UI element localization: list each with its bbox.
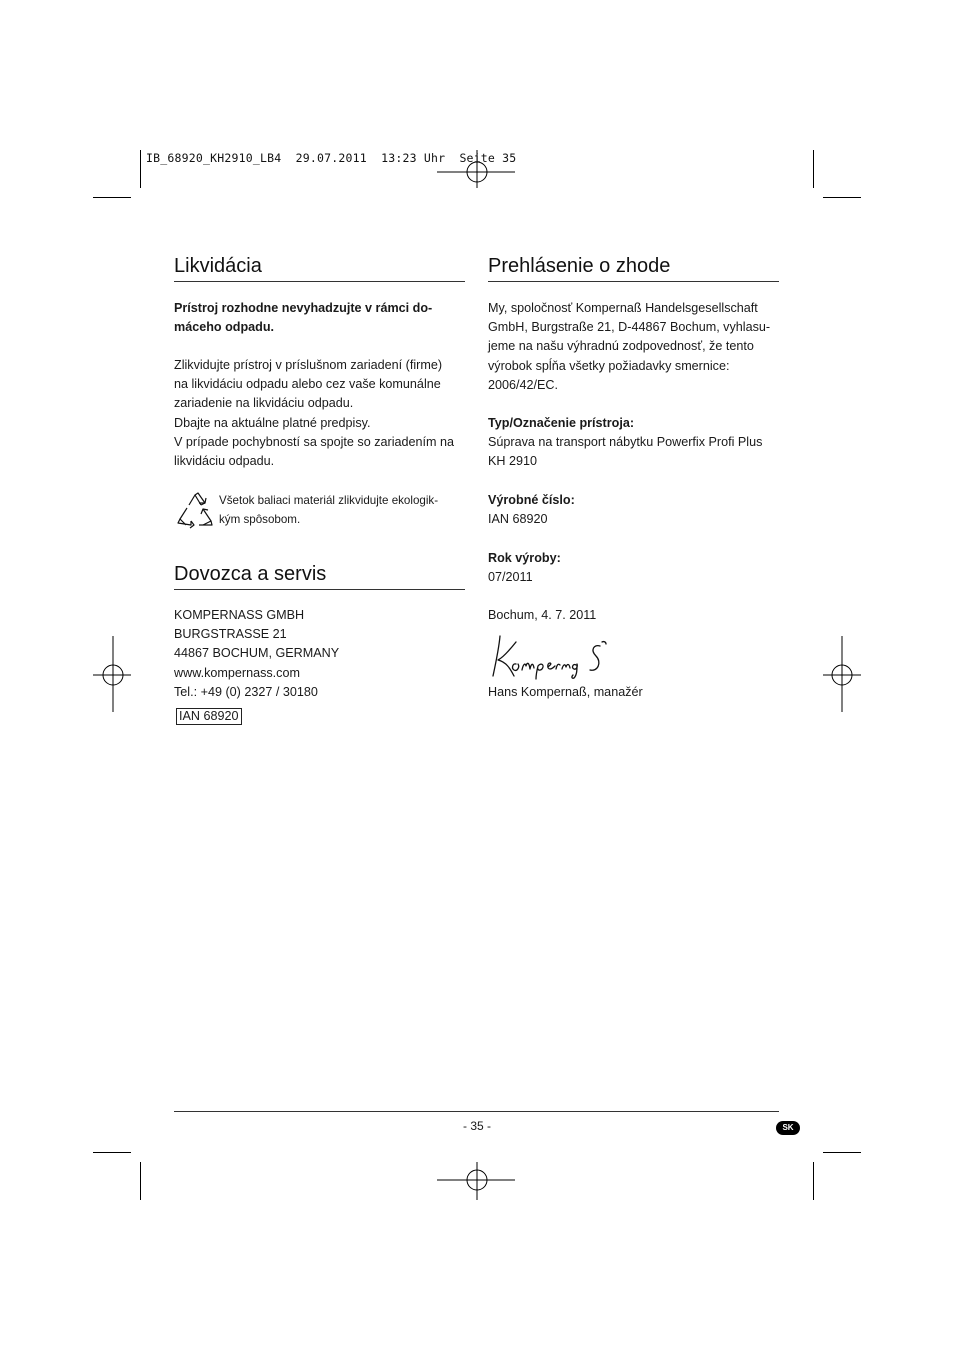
declaration-paragraph <box>488 299 783 395</box>
signatory: Hans Kompernaß, manažér <box>488 685 643 699</box>
disposal-title: Likvidácia <box>174 255 262 277</box>
phone-line: Tel.: +49 (0) 2327 / 30180 <box>174 684 318 699</box>
service-title-rule <box>174 589 465 590</box>
disposal-line: na likvidáciu odpadu alebo cez vaše komunálne <box>174 377 441 392</box>
declaration-title-rule <box>488 281 779 282</box>
address-line: KOMPERNASS GMBH <box>174 608 305 622</box>
serial-value: IAN 68920 <box>488 512 548 527</box>
page-number: - 35 - <box>462 1119 491 1133</box>
serial-block <box>488 491 783 529</box>
type-value: KH 2910 <box>488 454 538 469</box>
declaration-line: GmbH, Burgstraße 21, D-44867 Bochum, vyhlasu- <box>488 320 771 335</box>
year-label: Rok výroby: <box>488 551 561 565</box>
service-address <box>174 606 469 702</box>
disposal-line: zariadenie na likvidáciu odpadu. <box>174 396 354 411</box>
recycle-icon <box>175 491 215 529</box>
disposal-bold-line: Prístroj rozhodne nevyhadzujte v rámci do- <box>174 301 433 315</box>
disposal-line: Dbajte na aktuálne platné predpisy. <box>174 415 371 430</box>
type-value: Súprava na transport nábytku Powerfix Profi Plus <box>488 435 763 450</box>
disposal-paragraph <box>174 356 469 471</box>
print-slug: IB_68920_KH2910_LB4 29.07.2011 13:23 Uhr Seite 35 <box>146 151 517 165</box>
signature <box>486 632 618 680</box>
ian-box: IAN 68920 <box>176 708 242 725</box>
disposal-line: likvidáciu odpadu. <box>174 454 275 469</box>
declaration-line: výrobok spĺňa všetky požiadavky smernice: <box>488 358 730 373</box>
address-line: 44867 BOCHUM, GERMANY <box>174 646 340 661</box>
disposal-line: Zlikvidujte prístroj v príslušnom zariadení (firme) <box>174 358 443 372</box>
disposal-line: V prípade pochybností sa spojte so zariadením na <box>174 434 455 449</box>
recycle-note-line: Všetok baliaci materiál zlikvidujte ekologik- <box>219 494 439 507</box>
serial-label: Výrobné číslo: <box>488 493 575 507</box>
declaration-line: jeme na našu výhradnú zodpovednosť, že tento <box>488 339 754 354</box>
address-line: BURGSTRASSE 21 <box>174 627 287 642</box>
declaration-line: My, spoločnosť Kompernaß Handelsgesellschaft <box>488 301 758 315</box>
year-value: 07/2011 <box>488 570 533 585</box>
disposal-title-rule <box>174 281 465 282</box>
disposal-bold-intro <box>174 299 469 337</box>
declaration-title: Prehlásenie o zhode <box>488 255 671 277</box>
registration-mark-right <box>823 636 863 714</box>
recycle-note-line: kým spôsobom. <box>219 513 301 526</box>
footer-rule <box>174 1111 779 1112</box>
type-block <box>488 414 783 472</box>
disposal-bold-line: máceho odpadu. <box>174 320 275 335</box>
service-title: Dovozca a servis <box>174 563 327 585</box>
type-label: Typ/Označenie prístroja: <box>488 416 635 430</box>
place-date: Bochum, 4. 7. 2011 <box>488 608 597 622</box>
declaration-line: 2006/42/EC. <box>488 377 559 392</box>
year-block <box>488 549 783 587</box>
signature-text <box>487 640 488 641</box>
language-badge: SK <box>776 1121 800 1135</box>
recycle-note <box>219 491 469 529</box>
website-link[interactable]: www.kompernass.com <box>174 665 300 680</box>
registration-mark-bottom <box>437 1160 517 1200</box>
registration-mark-left <box>93 636 133 714</box>
